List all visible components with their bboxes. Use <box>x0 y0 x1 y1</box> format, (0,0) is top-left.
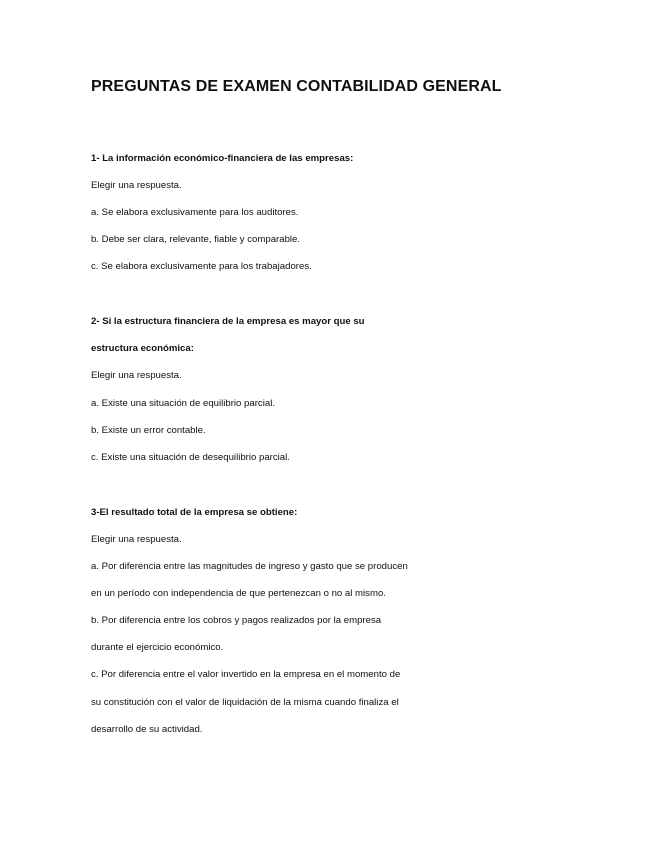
question-2-instruction: Elegir una respuesta. <box>91 370 182 381</box>
question-3-instruction: Elegir una respuesta. <box>91 534 182 545</box>
question-1-option-a: a. Se elabora exclusivamente para los auditores. <box>91 207 299 218</box>
question-1-option-b: b. Debe ser clara, relevante, fiable y comparable. <box>91 234 301 245</box>
question-3-option-c-line-3: desarrollo de su actividad. <box>91 724 203 735</box>
question-2-option-b: b. Existe un error contable. <box>91 425 206 436</box>
question-3-option-b-line-1: b. Por diferencia entre los cobros y pagos realizados por la empresa <box>91 615 382 626</box>
question-3-prompt: 3-El resultado total de la empresa se obtiene: <box>91 507 298 518</box>
question-3-option-c-line-2: su constitución con el valor de liquidación de la misma cuando finaliza el <box>91 697 399 708</box>
question-3-option-b-line-2: durante el ejercicio económico. <box>91 642 224 653</box>
question-2-option-c: c. Existe una situación de desequilibrio parcial. <box>91 452 290 463</box>
question-3-option-c-line-1: c. Por diferencia entre el valor invertido en la empresa en el momento de <box>91 669 401 680</box>
question-1-instruction: Elegir una respuesta. <box>91 180 182 191</box>
question-1-option-c: c. Se elabora exclusivamente para los trabajadores. <box>91 261 312 272</box>
question-1-prompt: 1- La información económico-financiera de las empresas: <box>91 153 354 164</box>
question-3-option-a-line-2: en un período con independencia de que pertenezcan o no al mismo. <box>91 588 386 599</box>
question-3-option-a-line-1: a. Por diferencia entre las magnitudes de ingreso y gasto que se producen <box>91 561 408 572</box>
question-2-prompt-line-1: 2- Si la estructura financiera de la empresa es mayor que su <box>91 316 365 327</box>
document-title: PREGUNTAS DE EXAMEN CONTABILIDAD GENERAL <box>91 78 502 95</box>
question-2-option-a: a. Existe una situación de equilibrio parcial. <box>91 398 275 409</box>
question-2-prompt-line-2: estructura económica: <box>91 343 194 354</box>
